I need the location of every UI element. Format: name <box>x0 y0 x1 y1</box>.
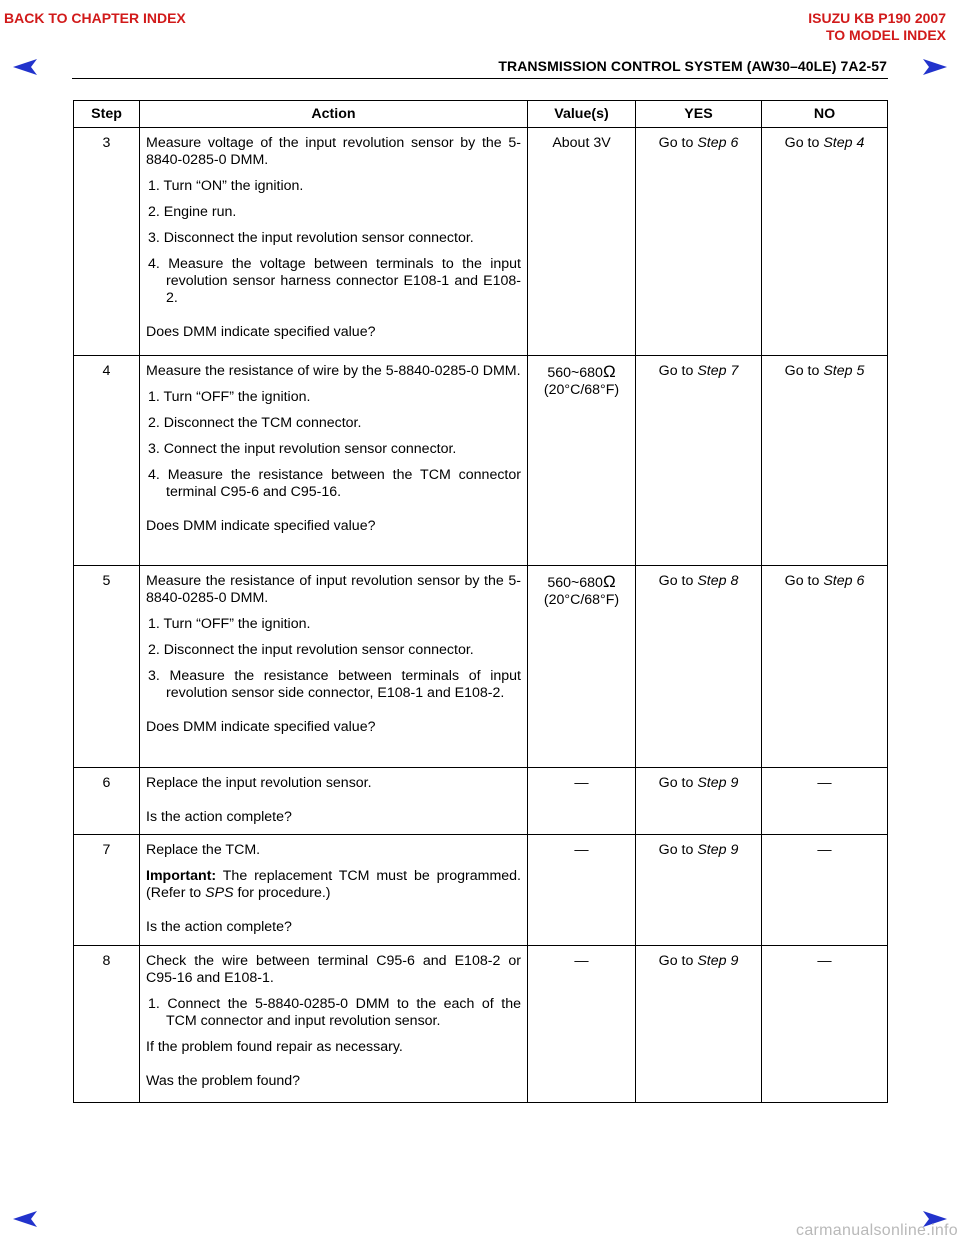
action-cell <box>140 128 528 356</box>
action-question: Does DMM indicate specified value? <box>146 719 376 735</box>
action-cell <box>140 768 528 835</box>
action-substep: 3. Connect the input revolution sensor connector. <box>148 441 457 457</box>
action-substep: 1. Turn “OFF” the ignition. <box>148 389 311 405</box>
no-cell <box>762 835 888 946</box>
step-number: 8 <box>74 946 140 1103</box>
previous-page-arrow-icon[interactable] <box>12 58 38 76</box>
value-cell <box>528 768 636 835</box>
column-header-action: Action <box>140 101 528 128</box>
column-header-no: NO <box>762 101 888 128</box>
action-intro: Replace the TCM. <box>146 842 261 858</box>
no-cell <box>762 566 888 768</box>
important-note <box>146 868 521 902</box>
yes-prefix: Go to <box>658 135 698 151</box>
action-cell <box>140 835 528 946</box>
step-number: 5 <box>74 566 140 768</box>
yes-prefix: Go to <box>658 842 698 858</box>
important-text: The replacement TCM must be programmed. (Refer to <box>146 868 521 901</box>
yes-step-link[interactable]: Step 8 <box>697 573 739 589</box>
action-substep: 1. Turn “OFF” the ignition. <box>148 616 311 632</box>
table-row-step-7 <box>74 835 888 946</box>
no-value: — <box>817 842 832 858</box>
action-substep: 2. Disconnect the input revolution sensor connector. <box>148 642 474 658</box>
action-intro: Check the wire between terminal C95-6 and E108-2 or C95-16 and E108-1. <box>146 953 521 986</box>
yes-prefix: Go to <box>658 573 698 589</box>
value-text: About 3V <box>552 135 611 151</box>
sps-reference: SPS <box>205 885 234 901</box>
no-prefix: Go to <box>784 573 824 589</box>
yes-step-link[interactable]: Step 6 <box>697 135 739 151</box>
no-prefix: Go to <box>784 363 824 379</box>
value-temperature: (20°C/68°F) <box>543 592 620 608</box>
yes-cell <box>636 835 762 946</box>
table-row-step-6 <box>74 768 888 835</box>
value-text: 560~680 <box>547 575 603 591</box>
yes-prefix: Go to <box>658 953 698 969</box>
action-intro: Measure the resistance of wire by the 5-8840-0285-0 DMM. <box>146 363 521 379</box>
yes-step-link[interactable]: Step 7 <box>697 363 739 379</box>
action-question: Does DMM indicate specified value? <box>146 518 376 534</box>
no-cell <box>762 768 888 835</box>
no-prefix: Go to <box>784 135 824 151</box>
important-label: Important: <box>146 868 217 884</box>
yes-step-link[interactable]: Step 9 <box>697 775 739 791</box>
table-row-step-3 <box>74 128 888 356</box>
back-to-chapter-index-link[interactable]: BACK TO CHAPTER INDEX <box>4 10 186 26</box>
watermark: carmanualsonline.info <box>796 1222 958 1239</box>
action-question: Is the action complete? <box>146 919 292 935</box>
value-cell <box>528 835 636 946</box>
table-row-step-8 <box>74 946 888 1103</box>
action-cell <box>140 566 528 768</box>
action-substep: 3. Measure the resistance between terminals of input revolution sensor side connector, E108-1 and E108-2. <box>148 668 521 701</box>
no-step-link[interactable]: Step 4 <box>823 135 865 151</box>
to-model-index-link[interactable]: TO MODEL INDEX <box>825 27 946 43</box>
yes-cell <box>636 356 762 566</box>
table-row-step-5 <box>74 566 888 768</box>
value-cell <box>528 946 636 1103</box>
yes-step-link[interactable]: Step 9 <box>697 842 739 858</box>
action-note: If the problem found repair as necessary. <box>146 1039 403 1055</box>
ohm-unit: Ω <box>602 572 616 591</box>
action-intro: Measure the resistance of input revolution sensor by the 5-8840-0285-0 DMM. <box>146 573 521 606</box>
yes-cell <box>636 566 762 768</box>
page-header-title: TRANSMISSION CONTROL SYSTEM (AW30–40LE) 7A2-57 <box>498 58 887 74</box>
no-value: — <box>817 953 832 969</box>
step-number: 4 <box>74 356 140 566</box>
step-number: 6 <box>74 768 140 835</box>
action-cell <box>140 356 528 566</box>
action-cell <box>140 946 528 1103</box>
yes-step-link[interactable]: Step 9 <box>697 953 739 969</box>
no-cell <box>762 946 888 1103</box>
action-intro: Replace the input revolution sensor. <box>146 775 372 791</box>
action-substep: 2. Disconnect the TCM connector. <box>148 415 362 431</box>
action-intro: Measure voltage of the input revolution sensor by the 5-8840-0285-0 DMM. <box>146 135 521 168</box>
ohm-unit: Ω <box>602 362 616 381</box>
no-cell <box>762 128 888 356</box>
action-substep: 1. Connect the 5-8840-0285-0 DMM to the each of the TCM connector and input revolution sensor. <box>148 996 521 1029</box>
table-header-row <box>74 101 888 128</box>
value-text: — <box>574 775 589 791</box>
yes-cell <box>636 128 762 356</box>
step-number: 7 <box>74 835 140 946</box>
yes-prefix: Go to <box>658 775 698 791</box>
value-cell <box>528 128 636 356</box>
previous-page-arrow-icon-bottom[interactable] <box>12 1210 38 1228</box>
important-text-end: for procedure.) <box>233 885 331 901</box>
action-substep: 4. Measure the resistance between the TCM connector terminal C95-6 and C95-16. <box>148 467 521 500</box>
action-substep: 4. Measure the voltage between terminals to the input revolution sensor harness connector E108-1 and E108-2. <box>148 256 521 306</box>
yes-cell <box>636 768 762 835</box>
no-value: — <box>817 775 832 791</box>
next-page-arrow-icon[interactable] <box>922 58 948 76</box>
value-temperature: (20°C/68°F) <box>543 382 620 398</box>
action-question: Does DMM indicate specified value? <box>146 324 376 340</box>
action-question: Is the action complete? <box>146 809 292 825</box>
diagnostic-table <box>73 100 888 1103</box>
value-text: 560~680 <box>547 365 603 381</box>
action-question: Was the problem found? <box>146 1073 301 1089</box>
column-header-step: Step <box>74 101 140 128</box>
value-text: — <box>574 953 589 969</box>
column-header-values: Value(s) <box>528 101 636 128</box>
model-title-link[interactable]: ISUZU KB P190 2007 <box>808 10 946 26</box>
no-step-link[interactable]: Step 6 <box>823 573 865 589</box>
column-header-yes: YES <box>636 101 762 128</box>
no-step-link[interactable]: Step 5 <box>823 363 865 379</box>
header-divider <box>72 78 888 79</box>
yes-cell <box>636 946 762 1103</box>
action-substep: 3. Disconnect the input revolution sensor connector. <box>148 230 474 246</box>
value-text: — <box>574 842 589 858</box>
yes-prefix: Go to <box>658 363 698 379</box>
value-cell <box>528 356 636 566</box>
step-number: 3 <box>74 128 140 356</box>
action-substep: 2. Engine run. <box>148 204 237 220</box>
no-cell <box>762 356 888 566</box>
action-substep: 1. Turn “ON” the ignition. <box>148 178 304 194</box>
table-row-step-4 <box>74 356 888 566</box>
value-cell <box>528 566 636 768</box>
model-index-link-block[interactable] <box>808 10 946 44</box>
